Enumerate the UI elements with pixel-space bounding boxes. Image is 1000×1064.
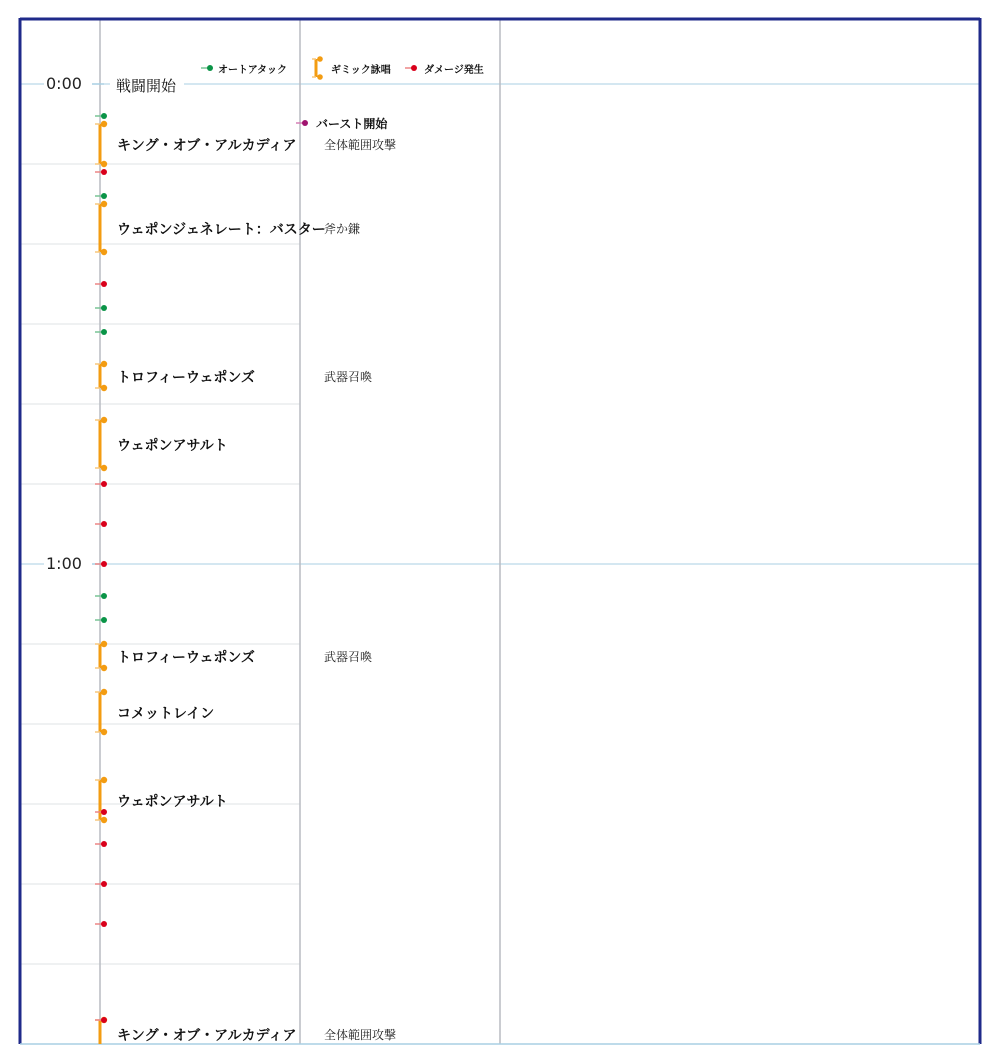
gimmick-label: ウェポンアサルト [117,438,228,454]
damage-dot [101,841,107,847]
gimmick-label: ウェポンアサルト [117,794,228,810]
gimmick-end-dot [101,665,107,671]
damage-dot [101,561,107,567]
legend-gimmick-label: ギミック詠唱 [331,65,391,76]
gimmick-note: 全体範囲攻撃 [324,1028,397,1042]
time-label: 0:00 [46,74,82,93]
auto-attack-dot [101,617,107,623]
gimmick-start-dot [101,201,107,207]
time-label: 1:00 [46,554,82,573]
auto-attack-dot [101,329,107,335]
gimmick-end-dot [101,385,107,391]
gimmick-start-dot [101,777,107,783]
gimmick-start-dot [101,641,107,647]
gimmick-note: 武器召喚 [324,650,373,664]
gimmick-end-dot [101,249,107,255]
gimmick-start-dot [101,121,107,127]
gimmick-label: コメットレイン [117,706,215,722]
auto-attack-dot [101,305,107,311]
damage-dot [101,521,107,527]
burst-start-label: バースト開始 [316,117,388,131]
gimmick-label: トロフィーウェポンズ [117,650,255,666]
gimmick-label: キング・オブ・アルカディア [117,1028,297,1044]
battle-start-label: 戦闘開始 [116,77,177,95]
damage-dot [101,809,107,815]
legend-gimmick-marker [311,56,325,80]
damage-dot [101,481,107,487]
gimmick-start-dot [101,689,107,695]
legend-damage-marker [404,61,420,75]
gimmick-note: 武器召喚 [324,370,373,384]
damage-dot [101,281,107,287]
legend-auto-marker [200,61,216,75]
legend-damage-label: ダメージ発生 [424,65,484,76]
auto-attack-dot [101,113,107,119]
gimmick-label: トロフィーウェポンズ [117,370,255,386]
gimmick-start-dot [101,361,107,367]
gimmick-end-dot [101,465,107,471]
gimmick-note: 斧か鎌 [324,222,361,236]
gimmick-end-dot [101,817,107,823]
burst-dot [302,120,308,126]
gimmick-label: キング・オブ・アルカディア [117,138,297,154]
damage-dot [101,921,107,927]
damage-dot [101,169,107,175]
gimmick-end-dot [101,161,107,167]
gimmick-start-dot [101,417,107,423]
auto-attack-dot [101,593,107,599]
auto-attack-dot [101,193,107,199]
gimmick-end-dot [101,729,107,735]
damage-dot [101,881,107,887]
damage-dot [101,1017,107,1023]
gimmick-note: 全体範囲攻撃 [324,138,397,152]
gimmick-label: ウェポンジェネレート：バスター [117,222,326,238]
legend-auto-label: オートアタック [218,65,287,76]
